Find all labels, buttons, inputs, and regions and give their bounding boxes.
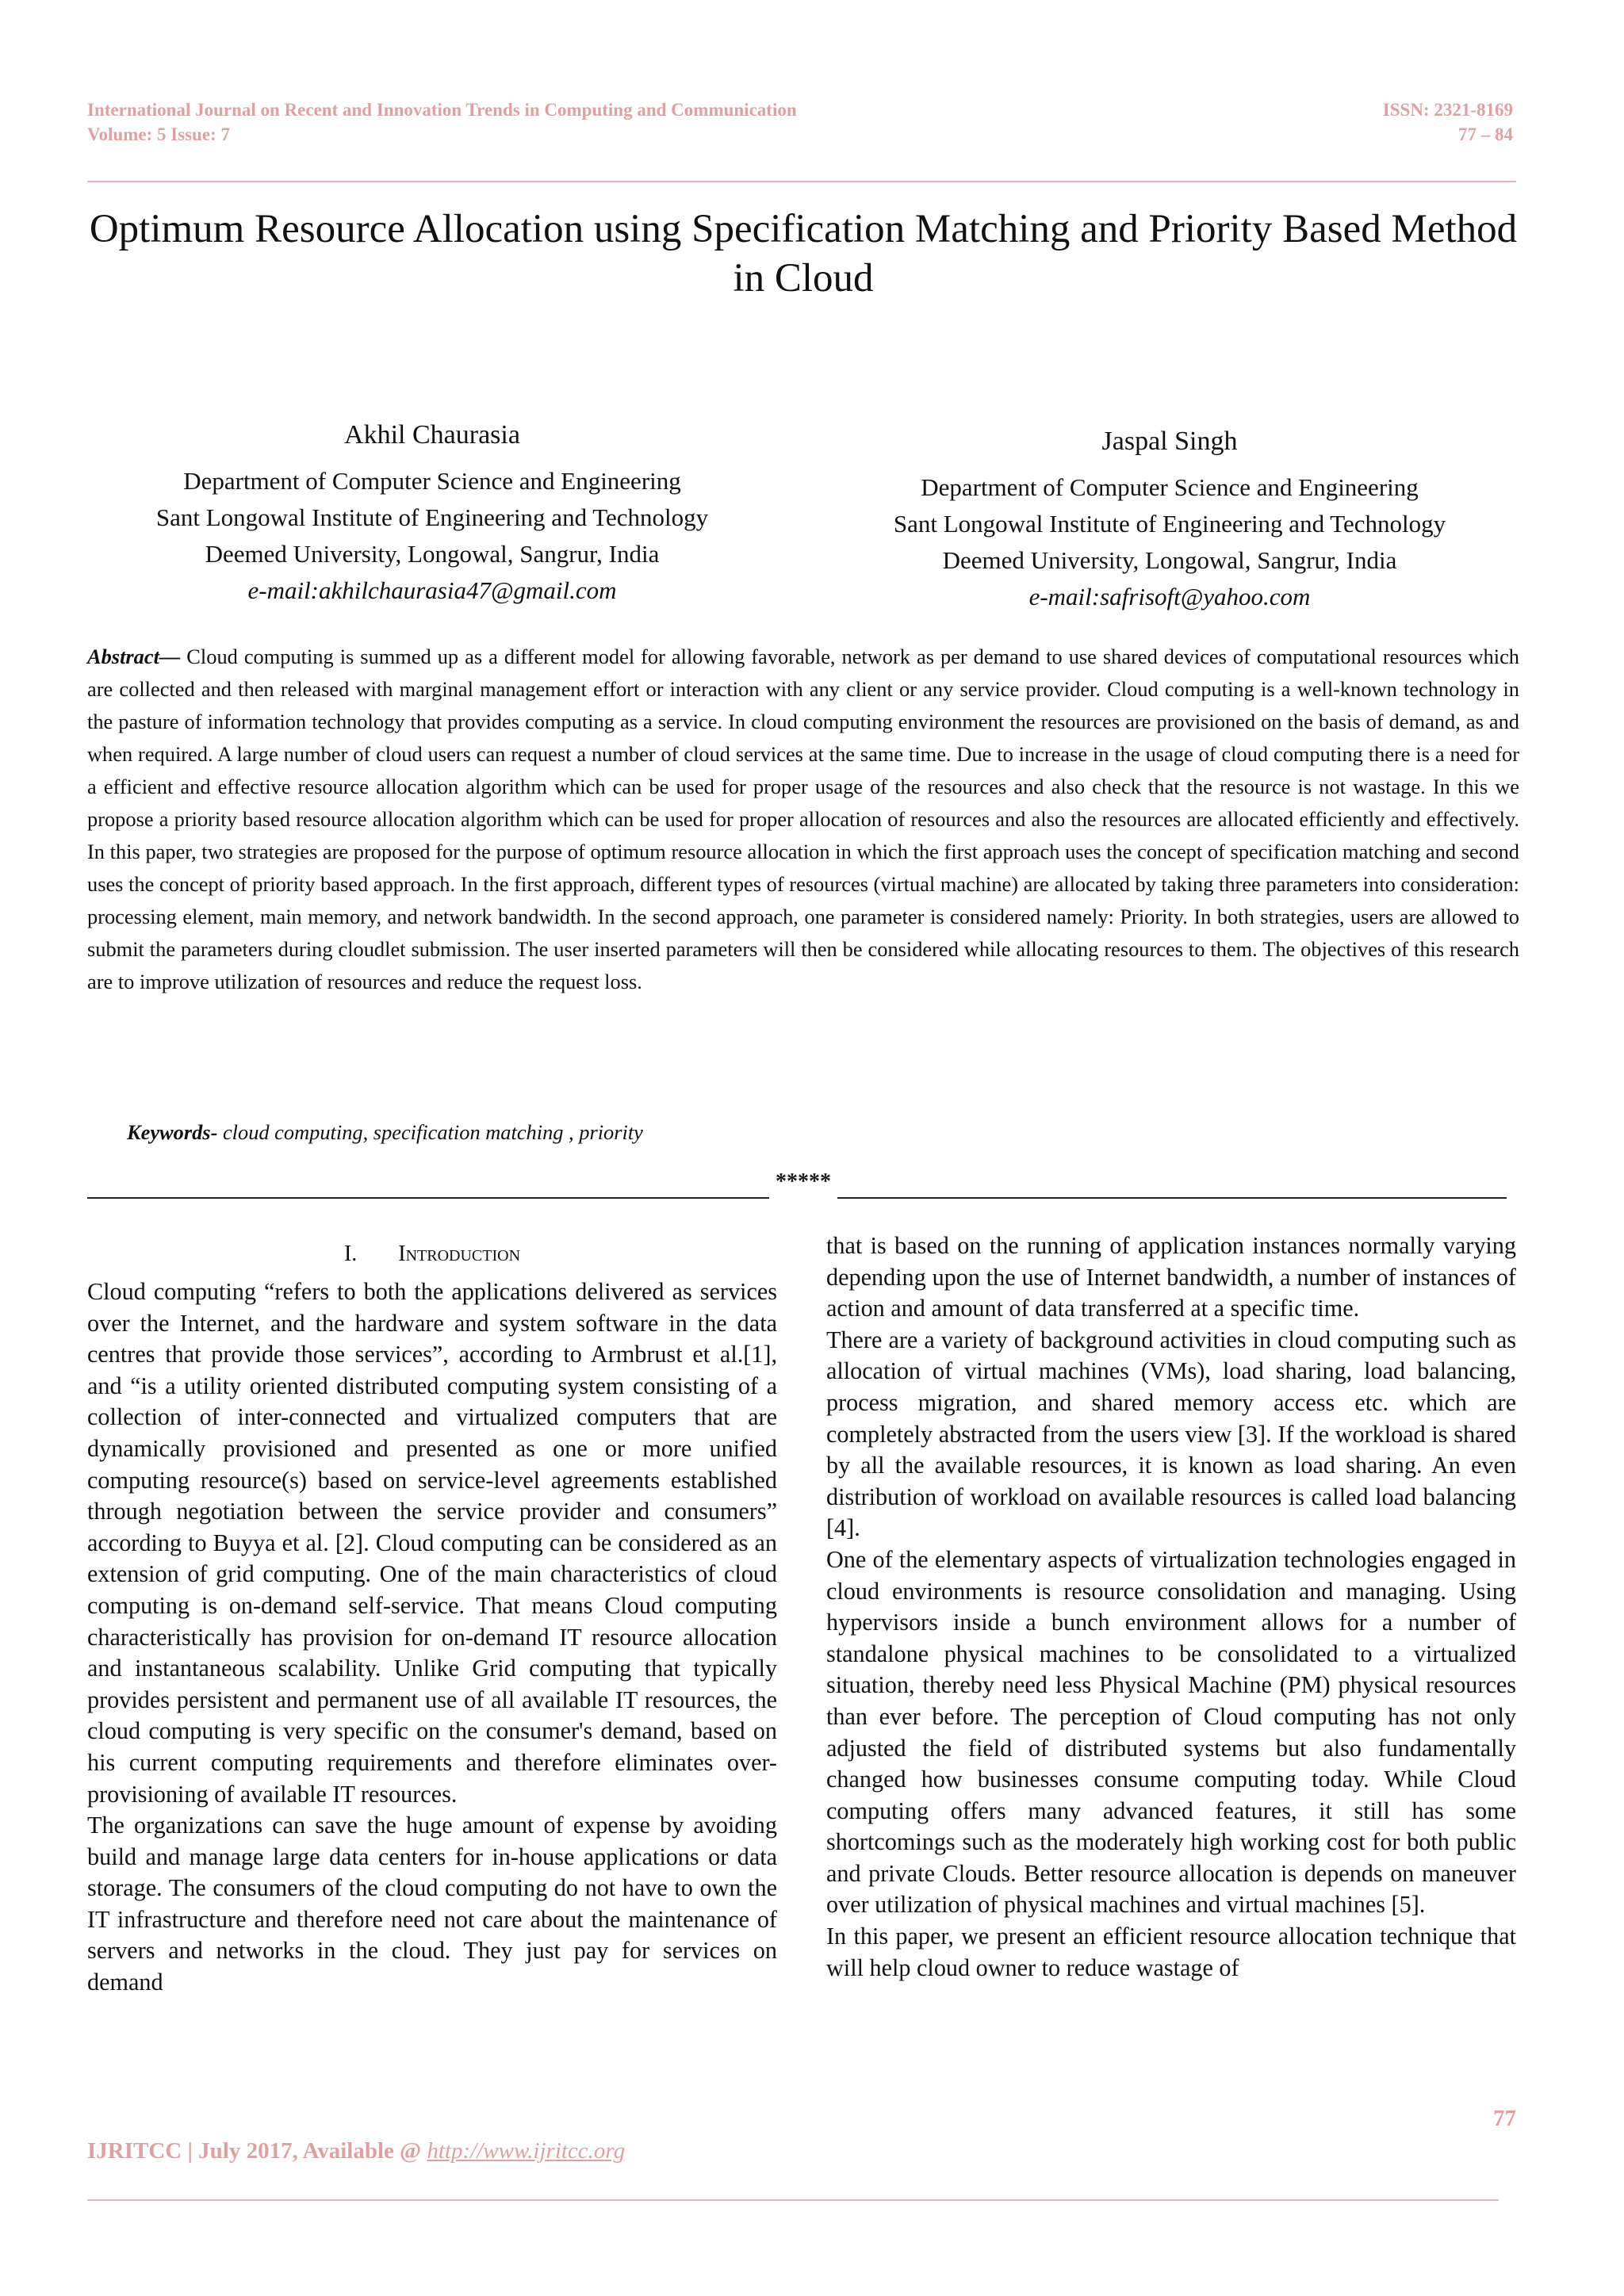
volume-issue: Volume: 5 Issue: 7 xyxy=(87,124,230,144)
author-email: e-mail:safrisoft@yahoo.com xyxy=(1028,583,1311,610)
author-department: Department of Computer Science and Engineering xyxy=(183,467,681,495)
paper-title: Optimum Resource Allocation using Specification Matching and Priority Based Method in Cloud xyxy=(89,207,1518,300)
page-number: 77 xyxy=(1493,2106,1516,2131)
footer-link[interactable]: http://www.ijritcc.org xyxy=(427,2138,626,2164)
paragraph: Cloud computing “refers to both the applications delivered as services over the Internet, and the hardware and system software in the data centres that provide those services”, according to Armbrust et al.[1], and “is a utility oriented distributed computing system consisting of a collection of inter-connected and virtualized computers that are dynamically provisioned and presented as one or more unified computing resource(s) based on service-level agreements established through negotiation between the service provider and consumers” according to Buyya et al. [2]. Cloud computing can be considered as an extension of grid computing. One of the main characteristics of cloud computing is on-demand self-service. That means Cloud computing characteristically has provision for on-demand IT resource allocation and instantaneous scalability. Unlike Grid computing that typically provides persistent and permanent use of all available IT resources, the cloud computing is very specific on the consumer's demand, based on his current computing requirements and therefore eliminates over-provisioning of available IT resources. xyxy=(87,1278,777,1808)
abstract-label: Abstract— xyxy=(87,645,181,668)
left-column xyxy=(87,1237,777,1999)
author-institute: Sant Longowal Institute of Engineering and Technology xyxy=(155,503,709,531)
keywords-label: Keywords- xyxy=(127,1120,218,1144)
journal-name: International Journal on Recent and Innovation Trends in Computing and Communication xyxy=(87,100,797,120)
right-column xyxy=(826,1230,1516,1984)
header-rule xyxy=(87,181,1516,182)
section-heading xyxy=(87,1237,777,1272)
page-range: 77 – 84 xyxy=(1458,124,1513,144)
keywords-text: cloud computing, specification matching , priority xyxy=(217,1120,643,1144)
author-email: e-mail:akhilchaurasia47@gmail.com xyxy=(247,576,617,604)
paragraph: There are a variety of background activities in cloud computing such as allocation of virtual machines (VMs), load sharing, load balancing, process migration, and shared memory access etc. which are completely abstracted from the users view [3]. If the workload is shared by all the available resources, it is known as load sharing. An even distribution of workload on available resources is called load balancing [4]. xyxy=(826,1326,1516,1542)
author-institute: Sant Longowal Institute of Engineering and Technology xyxy=(893,510,1446,538)
paragraph: In this paper, we present an efficient resource allocation technique that will help cloud owner to reduce wastage of xyxy=(826,1923,1516,1981)
paragraph: The organizations can save the huge amount of expense by avoiding build and manage large data centers for in-house applications or data storage. The consumers of the cloud computing do not have to own the IT infrastructure and therefore need not care about the maintenance of servers and networks in the cloud. They just pay for services on demand xyxy=(87,1812,777,1996)
paragraph: that is based on the running of application instances normally varying depending upon the use of Internet bandwidth, a number of instances of action and amount of data transferred at a specific time. xyxy=(826,1232,1516,1322)
footer-rule xyxy=(87,2199,1499,2201)
separator-stars: ***** xyxy=(776,1169,831,1194)
author-department: Department of Computer Science and Engineering xyxy=(921,473,1419,501)
footer-text: IJRITCC | July 2017, Available @ xyxy=(87,2138,427,2164)
abstract-text: Cloud computing is summed up as a different model for allowing favorable, network as per demand to use shared devices of computational resources which are collected and then released with marginal management effort or interaction with any client or any service provider. Cloud computing is a well-known technology in the pasture of information technology that provides computing as a service. In cloud computing environment the resources are provisioned on the basis of demand, as and when required. A large number of cloud users can request a number of cloud services at the same time. Due to increase in the usage of cloud computing there is a need for a efficient and effective resource allocation algorithm which can be used for proper usage of the resources and also check that the resource is not wastage. In this we propose a priority based resource allocation algorithm which can be used for proper allocation of resources and also the resources are allocated efficiently and effectively. In this paper, two strategies are proposed for the purpose of optimum resource allocation in which the first approach uses the concept of specification matching and second uses the concept of priority based approach. In the first approach, different types of resources (virtual machine) are allocated by taking three parameters into consideration: processing element, main memory, and network bandwidth. In the second approach, one parameter is considered namely: Priority. In both strategies, users are allowed to submit the parameters during cloudlet submission. The user inserted parameters will then be considered while allocating resources to them. The objectives of this research are to improve utilization of resources and reduce the request loss. xyxy=(87,645,1519,993)
issn: ISSN: 2321-8169 xyxy=(1382,100,1513,120)
section-number: I. xyxy=(343,1242,358,1266)
author-location: Deemed University, Longowal, Sangrur, India xyxy=(942,546,1397,574)
author-name: Akhil Chaurasia xyxy=(344,420,520,450)
author-block-2 xyxy=(825,423,1515,615)
author-name: Jaspal Singh xyxy=(1101,427,1238,456)
paragraph: One of the elementary aspects of virtualization technologies engaged in cloud environments is resource consolidation and managing. Using hypervisors inside a bunch environment allows for a number of standalone physical machines to be consolidated to a virtualized situation, thereby need less Physical Machine (PM) physical resources than ever before. The perception of Cloud computing has not only adjusted the field of distributed systems but also fundamentally changed how businesses consume computing today. While Cloud computing offers many advanced features, it still has some shortcomings such as the moderately high working cost for both public and private Clouds. Better resource allocation is depends on maneuver over utilization of physical machines and virtual machines [5]. xyxy=(826,1545,1516,1919)
section-title: Introduction xyxy=(398,1242,521,1266)
author-block-1 xyxy=(87,417,777,609)
footer xyxy=(87,2137,625,2165)
keywords xyxy=(127,1116,643,1148)
separator-rule-right xyxy=(837,1197,1507,1199)
author-location: Deemed University, Longowal, Sangrur, India xyxy=(205,540,660,568)
abstract xyxy=(87,641,1519,998)
separator-rule-left xyxy=(87,1197,769,1199)
